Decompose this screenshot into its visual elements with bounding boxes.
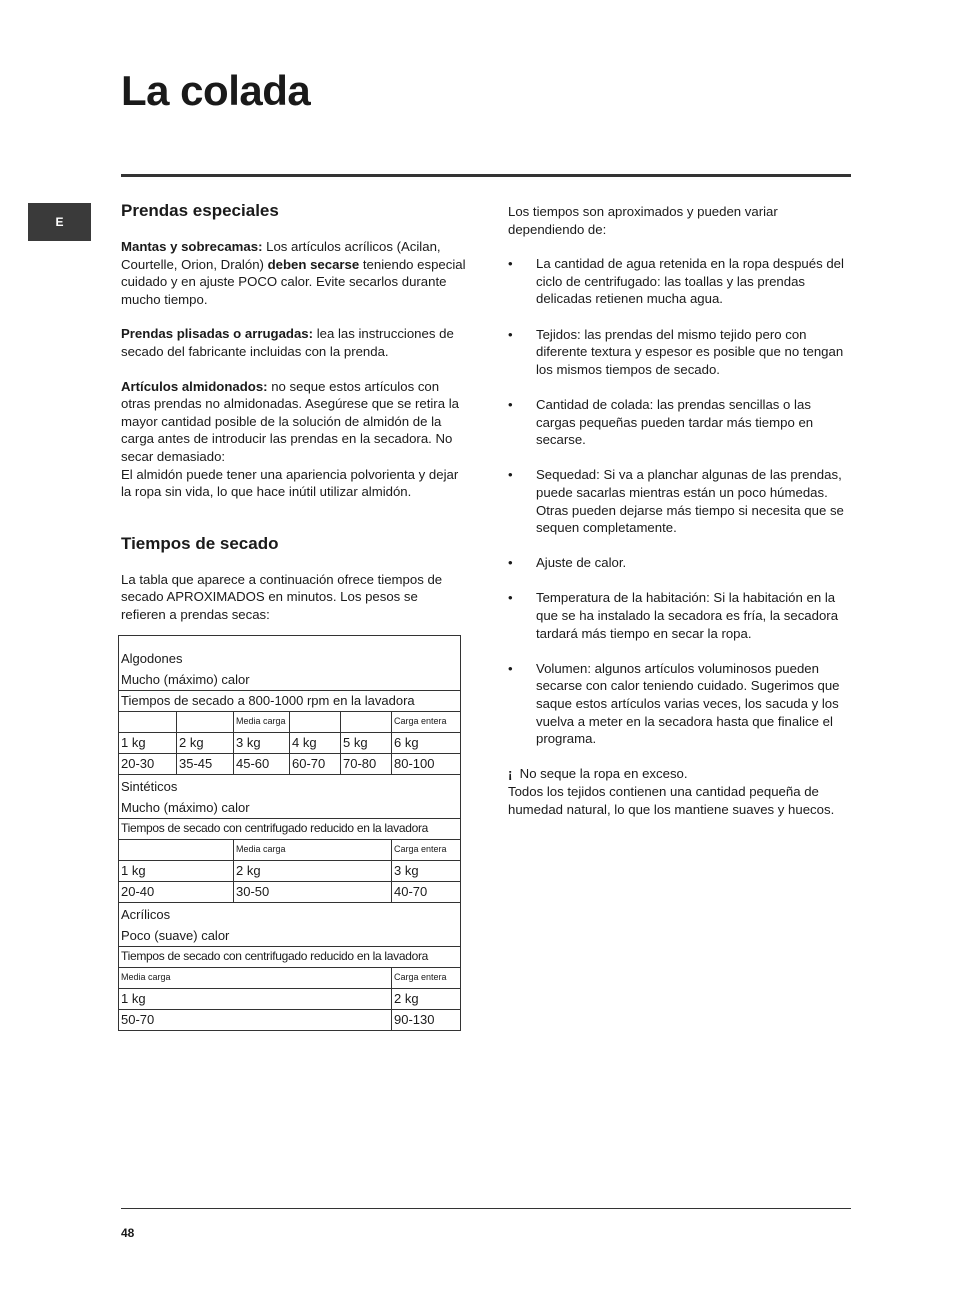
table-row-weights — [119, 988, 460, 1009]
table-cell: Carga entera — [391, 712, 460, 732]
table-cell: Carga entera — [391, 968, 460, 988]
table-row-times — [119, 753, 460, 774]
table-cell: 5 kg — [340, 733, 391, 753]
heat-setting: Mucho (máximo) calor — [121, 672, 250, 687]
text-almidonados-1: no seque estos artículos con otras prendas no almidonadas. Asegúrese que se retira la mayor cantidad posible de la solución de almidón de la carga antes de introducir las prendas en la secadora. No secar demasiado: — [121, 378, 459, 464]
bullet-icon: • — [508, 467, 513, 483]
page-number: 48 — [121, 1226, 135, 1240]
table-row-weights — [119, 860, 460, 881]
list-item: • Sequedad: Si va a planchar algunas de las prendas, puede sacarlas mientras están un poco húmedas. Otras pueden dejarse más tiempo si necesita que se sequen completamente. — [508, 467, 844, 536]
table-row-labels — [119, 967, 460, 988]
table-note: Tiempos de secado a 800-1000 rpm en la lavadora — [121, 693, 415, 708]
table-note: Tiempos de secado con centrifugado reducido en la lavadora — [121, 949, 429, 963]
table-cell: 3 kg — [233, 733, 289, 753]
table-cell: 40-70 — [391, 882, 460, 902]
bold-almidonados: Artículos almidonados: — [121, 378, 268, 394]
warning-icon: ¡ — [508, 766, 513, 782]
table-row-labels — [119, 839, 460, 860]
bold-plisadas: Prendas plisadas o arrugadas: — [121, 326, 314, 342]
bold-deben-secarse: deben secarse — [267, 256, 360, 272]
paragraph-times-intro: Los tiempos son aproximados y pueden variar dependiendo de: — [508, 204, 778, 237]
fabric-name: Sintéticos — [121, 779, 178, 794]
warning-text: No seque la ropa en exceso. — [516, 766, 688, 782]
table-cell: 3 kg — [391, 861, 460, 881]
table-cell: 70-80 — [340, 754, 391, 774]
list-item: • Ajuste de calor. — [508, 555, 627, 571]
heat-setting: Poco (suave) calor — [121, 928, 230, 943]
section-heading-tiempos: Tiempos de secado — [121, 533, 279, 553]
paragraph-almidonados — [121, 378, 466, 501]
table-cell — [119, 712, 176, 732]
top-divider — [121, 174, 851, 177]
bullet-icon: • — [508, 326, 513, 342]
heat-setting: Mucho (máximo) calor — [121, 800, 250, 815]
table-row-weights — [119, 732, 460, 753]
right-column — [508, 203, 853, 818]
table-row-note — [119, 946, 460, 967]
bullet-icon: • — [508, 660, 513, 676]
bullet-icon: • — [508, 555, 513, 571]
table-cell — [119, 840, 233, 860]
paragraph-table-intro: La tabla que aparece a continuación ofrece tiempos de secado APROXIMADOS en minutos. Los pesos se refieren a prendas secas: — [121, 571, 443, 622]
table-cell: 1 kg — [121, 863, 146, 878]
page-title: La colada — [121, 67, 311, 114]
table-cell: 1 kg — [121, 991, 146, 1006]
table-row-times — [119, 1009, 460, 1030]
list-item: • La cantidad de agua retenida en la ropa después del ciclo de centrifugado: las toallas y las prendas delicadas retienen mucha agua. — [508, 256, 844, 307]
table-cell: 45-60 — [233, 754, 289, 774]
list-item: • Tejidos: las prendas del mismo tejido pero con diferente textura y espesor es posible que no tengan los mismos tiempos de secado. — [508, 326, 844, 377]
text-mantas-1: Los artículos acrílicos (Acilan, Courtelle, Orion, Dralón) — [121, 239, 441, 272]
list-item: • Volumen: algunos artículos voluminosos pueden secarse con calor teniendo cuidado. Sugerimos que saque estos artículos varias veces, los sacuda y los vuelva a meter en la secadora hasta que finalice el programa. — [508, 660, 840, 747]
table-cell: Carga entera — [391, 840, 460, 860]
bottom-divider — [121, 1208, 851, 1209]
table-row-note — [119, 690, 460, 711]
left-column — [121, 200, 466, 624]
table-cell: 80-100 — [391, 754, 460, 774]
text-mantas-2: teniendo especial cuidado y en ajuste POCO calor. Evite secarlos durante mucho tiempo. — [121, 256, 466, 307]
text-almidonados-2: El almidón puede tener una apariencia polvorienta y dejar la ropa sin vida, lo que hace inútil utilizar almidón. — [121, 466, 459, 500]
table-cell — [289, 712, 340, 732]
table-row-times — [119, 881, 460, 902]
paragraph-plisadas — [121, 325, 466, 360]
table-cell: Media carga — [233, 712, 289, 732]
drying-times-table — [118, 635, 461, 1031]
table-cell: 30-50 — [233, 882, 391, 902]
list-item: • Cantidad de colada: las prendas sencillas o las cargas pequeñas pueden tardar más tiempo en secarse. — [508, 396, 814, 448]
paragraph-mantas — [121, 238, 466, 308]
table-cell: Media carga — [121, 972, 171, 982]
language-tab: E — [28, 203, 91, 241]
paragraph-humidity: Todos los tejidos contienen una cantidad pequeña de humedad natural, lo que los mantiene suaves y huecos. — [508, 784, 835, 817]
bullet-icon: • — [508, 590, 513, 606]
table-group-sinteticos — [119, 774, 460, 818]
table-cell: 35-45 — [176, 754, 233, 774]
table-cell: 2 kg — [233, 861, 391, 881]
fabric-name: Algodones — [121, 651, 183, 666]
factor-list — [508, 255, 853, 748]
table-cell: Media carga — [233, 840, 391, 860]
table-group-algodones — [119, 636, 460, 690]
list-item: • Temperatura de la habitación: Si la habitación en la que se ha instalado la secadora es fría, la secadora tardará más tiempo en secar la ropa. — [508, 590, 839, 641]
bullet-icon: • — [508, 396, 513, 412]
table-cell: 4 kg — [289, 733, 340, 753]
table-cell — [340, 712, 391, 732]
table-row-labels — [119, 711, 460, 732]
table-cell — [176, 712, 233, 732]
table-cell: 2 kg — [391, 989, 460, 1009]
table-cell: 50-70 — [121, 1012, 155, 1027]
table-cell: 1 kg — [121, 735, 146, 750]
bullet-icon: • — [508, 256, 513, 272]
text-plisadas: lea las instrucciones de secado del fabricante incluidas con la prenda. — [121, 326, 454, 359]
table-note: Tiempos de secado con centrifugado reducido en la lavadora — [121, 821, 429, 835]
fabric-name: Acrílicos — [121, 907, 171, 922]
table-cell: 20-40 — [121, 884, 155, 899]
table-cell: 60-70 — [289, 754, 340, 774]
table-cell: 20-30 — [121, 756, 155, 771]
table-group-acrilicos — [119, 902, 460, 946]
table-cell: 6 kg — [391, 733, 460, 753]
table-cell: 90-130 — [391, 1010, 460, 1030]
warning-note — [508, 765, 853, 783]
table-cell: 2 kg — [176, 733, 233, 753]
bold-mantas: Mantas y sobrecamas: — [121, 239, 263, 254]
section-heading-prendas: Prendas especiales — [121, 201, 279, 220]
table-row-note — [119, 818, 460, 839]
